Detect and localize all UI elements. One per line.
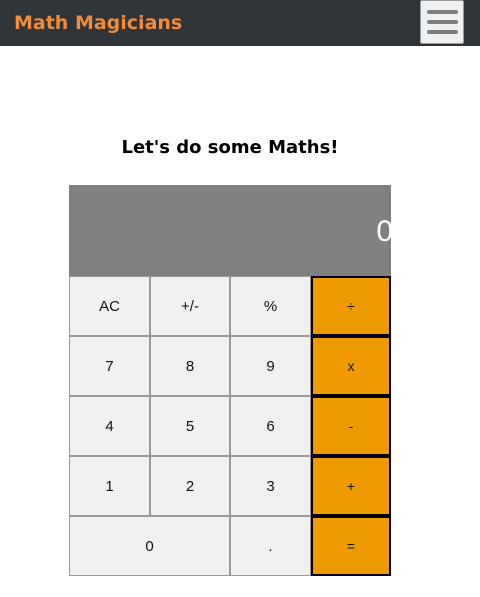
menu-toggle-button[interactable] [420, 0, 464, 44]
brand-title[interactable]: Math Magicians [14, 12, 183, 34]
key-sign[interactable]: +/- [150, 276, 230, 336]
key-7[interactable]: 7 [69, 336, 150, 396]
key-subtract[interactable]: - [311, 396, 391, 456]
key-ac[interactable]: AC [69, 276, 150, 336]
calculator [69, 185, 391, 576]
key-equals[interactable]: = [311, 516, 391, 576]
key-3[interactable]: 3 [230, 456, 311, 516]
key-8[interactable]: 8 [150, 336, 230, 396]
page-title: Let's do some Maths! [121, 136, 339, 158]
key-2[interactable]: 2 [150, 456, 230, 516]
key-decimal[interactable]: . [230, 516, 311, 576]
key-1[interactable]: 1 [69, 456, 150, 516]
calculator-display [69, 185, 391, 276]
key-0[interactable]: 0 [69, 516, 230, 576]
key-divide[interactable]: ÷ [311, 276, 391, 336]
key-add[interactable]: + [311, 456, 391, 516]
key-5[interactable]: 5 [150, 396, 230, 456]
display-value: 0 [376, 215, 393, 248]
key-4[interactable]: 4 [69, 396, 150, 456]
key-6[interactable]: 6 [230, 396, 311, 456]
key-multiply[interactable]: x [311, 336, 391, 396]
key-9[interactable]: 9 [230, 336, 311, 396]
key-percent[interactable]: % [230, 276, 311, 336]
navbar [0, 0, 480, 46]
